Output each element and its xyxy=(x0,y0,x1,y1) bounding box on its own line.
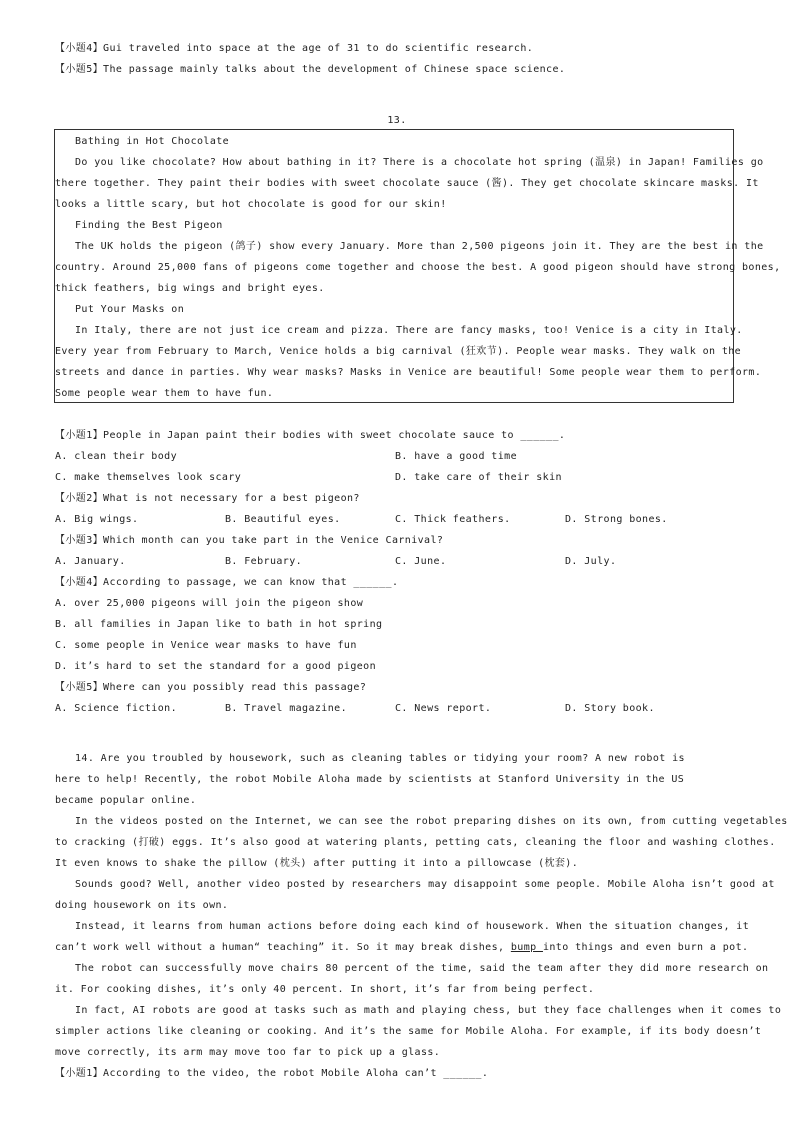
passage-heading-1: Bathing in Hot Chocolate xyxy=(75,136,230,147)
passage-line: there together. They paint their bodies with sweet chocolate sauce (酱). They get chocolate skincare masks. It xyxy=(55,178,759,189)
question-13-number: 13. xyxy=(387,115,407,126)
prev-question-4: 【小题4】Gui traveled into space at the age of 31 to do scientific research. xyxy=(55,43,534,54)
answer-option: D. Strong bones. xyxy=(565,514,668,525)
answer-option: B. February. xyxy=(225,556,303,567)
article-line: Sounds good? Well, another video posted by researchers may disappoint some people. Mobile Aloha isn’t good at xyxy=(75,879,775,890)
passage-line: looks a little scary, but hot chocolate is good for our skin! xyxy=(55,199,447,210)
underlined-word: bump xyxy=(510,942,543,953)
passage-line: thick feathers, big wings and bright eyes. xyxy=(55,283,325,294)
prev-question-5: 【小题5】The passage mainly talks about the development of Chinese space science. xyxy=(55,64,566,75)
answer-option: C. make themselves look scary xyxy=(55,472,242,483)
article-line: simpler actions like cleaning or cooking. And it’s the same for Mobile Aloha. For example, if its body doesn’t xyxy=(55,1026,762,1037)
article-line: became popular online. xyxy=(55,795,197,806)
article-text: into things and even burn a pot. xyxy=(542,942,749,953)
answer-option: A. Big wings. xyxy=(55,514,139,525)
answer-option: D. it’s hard to set the standard for a good pigeon xyxy=(55,661,377,672)
answer-option: B. all families in Japan like to bath in hot spring xyxy=(55,619,383,630)
article-line: Instead, it learns from human actions before doing each kind of housework. When the situation changes, it xyxy=(75,921,750,932)
passage-line: Some people wear them to have fun. xyxy=(55,388,274,399)
question-stem: 【小题3】Which month can you take part in the Venice Carnival? xyxy=(55,535,444,546)
question-stem: 【小题1】According to the video, the robot Mobile Aloha can’t ______. xyxy=(55,1068,489,1079)
passage-heading-2: Finding the Best Pigeon xyxy=(75,220,223,231)
passage-line: streets and dance in parties. Why wear masks? Masks in Venice are beautiful! Some people wear them to perform. xyxy=(55,367,762,378)
passage-line: In Italy, there are not just ice cream and pizza. There are fancy masks, too! Venice is a city in Italy. xyxy=(75,325,743,336)
article-line: move correctly, its arm may move too far to pick up a glass. xyxy=(55,1047,441,1058)
article-text: can’t work well without a human“ teaching” it. So it may break dishes, xyxy=(55,942,511,953)
answer-option: B. Beautiful eyes. xyxy=(225,514,341,525)
passage-line: Every year from February to March, Venice holds a big carnival (狂欢节). People wear masks. They walk on the xyxy=(55,346,742,357)
question-stem: 【小题1】People in Japan paint their bodies with sweet chocolate sauce to ______. xyxy=(55,430,566,441)
answer-option: D. July. xyxy=(565,556,617,567)
question-stem: 【小题5】Where can you possibly read this passage? xyxy=(55,682,367,693)
question-stem: 【小题2】What is not necessary for a best pigeon? xyxy=(55,493,360,504)
article-line: In fact, AI robots are good at tasks such as math and playing chess, but they face challenges when it comes to xyxy=(75,1005,782,1016)
answer-option: A. January. xyxy=(55,556,126,567)
answer-option: D. Story book. xyxy=(565,703,655,714)
article-line: to cracking (打破) eggs. It’s also good at watering plants, petting cats, cleaning the floor and washing clothes. xyxy=(55,837,776,848)
passage-line: Do you like chocolate? How about bathing in it? There is a chocolate hot spring (温泉) in Japan! Families go xyxy=(75,157,764,168)
answer-option: C. Thick feathers. xyxy=(395,514,511,525)
article-line: In the videos posted on the Internet, we can see the robot preparing dishes on its own, from cutting vegetables xyxy=(75,816,788,827)
answer-option: A. Science fiction. xyxy=(55,703,177,714)
article-line xyxy=(55,941,748,955)
passage-line: country. Around 25,000 fans of pigeons come together and choose the best. A good pigeon should have strong bones, xyxy=(55,262,781,273)
answer-option: A. clean their body xyxy=(55,451,177,462)
passage-line: The UK holds the pigeon (鸽子) show every January. More than 2,500 pigeons join it. They are the best in the xyxy=(75,241,764,252)
article-line: It even knows to shake the pillow (枕头) after putting it into a pillowcase (枕套). xyxy=(55,858,579,869)
article-line: it. For cooking dishes, it’s only 40 percent. In short, it’s far from being perfect. xyxy=(55,984,595,995)
article-line: The robot can successfully move chairs 80 percent of the time, said the team after they did more research on xyxy=(75,963,769,974)
question-stem: 【小题4】According to passage, we can know that ______. xyxy=(55,577,399,588)
answer-option: A. over 25,000 pigeons will join the pigeon show xyxy=(55,598,364,609)
answer-option: D. take care of their skin xyxy=(395,472,562,483)
article-line: 14. Are you troubled by housework, such as cleaning tables or tidying your room? A new robot is xyxy=(75,753,685,764)
article-line: doing housework on its own. xyxy=(55,900,229,911)
article-line: here to help! Recently, the robot Mobile Aloha made by scientists at Stanford University in the US xyxy=(55,774,685,785)
answer-option: C. News report. xyxy=(395,703,492,714)
answer-option: C. June. xyxy=(395,556,447,567)
answer-option: B. have a good time xyxy=(395,451,517,462)
passage-heading-3: Put Your Masks on xyxy=(75,304,185,315)
answer-option: B. Travel magazine. xyxy=(225,703,347,714)
answer-option: C. some people in Venice wear masks to have fun xyxy=(55,640,357,651)
